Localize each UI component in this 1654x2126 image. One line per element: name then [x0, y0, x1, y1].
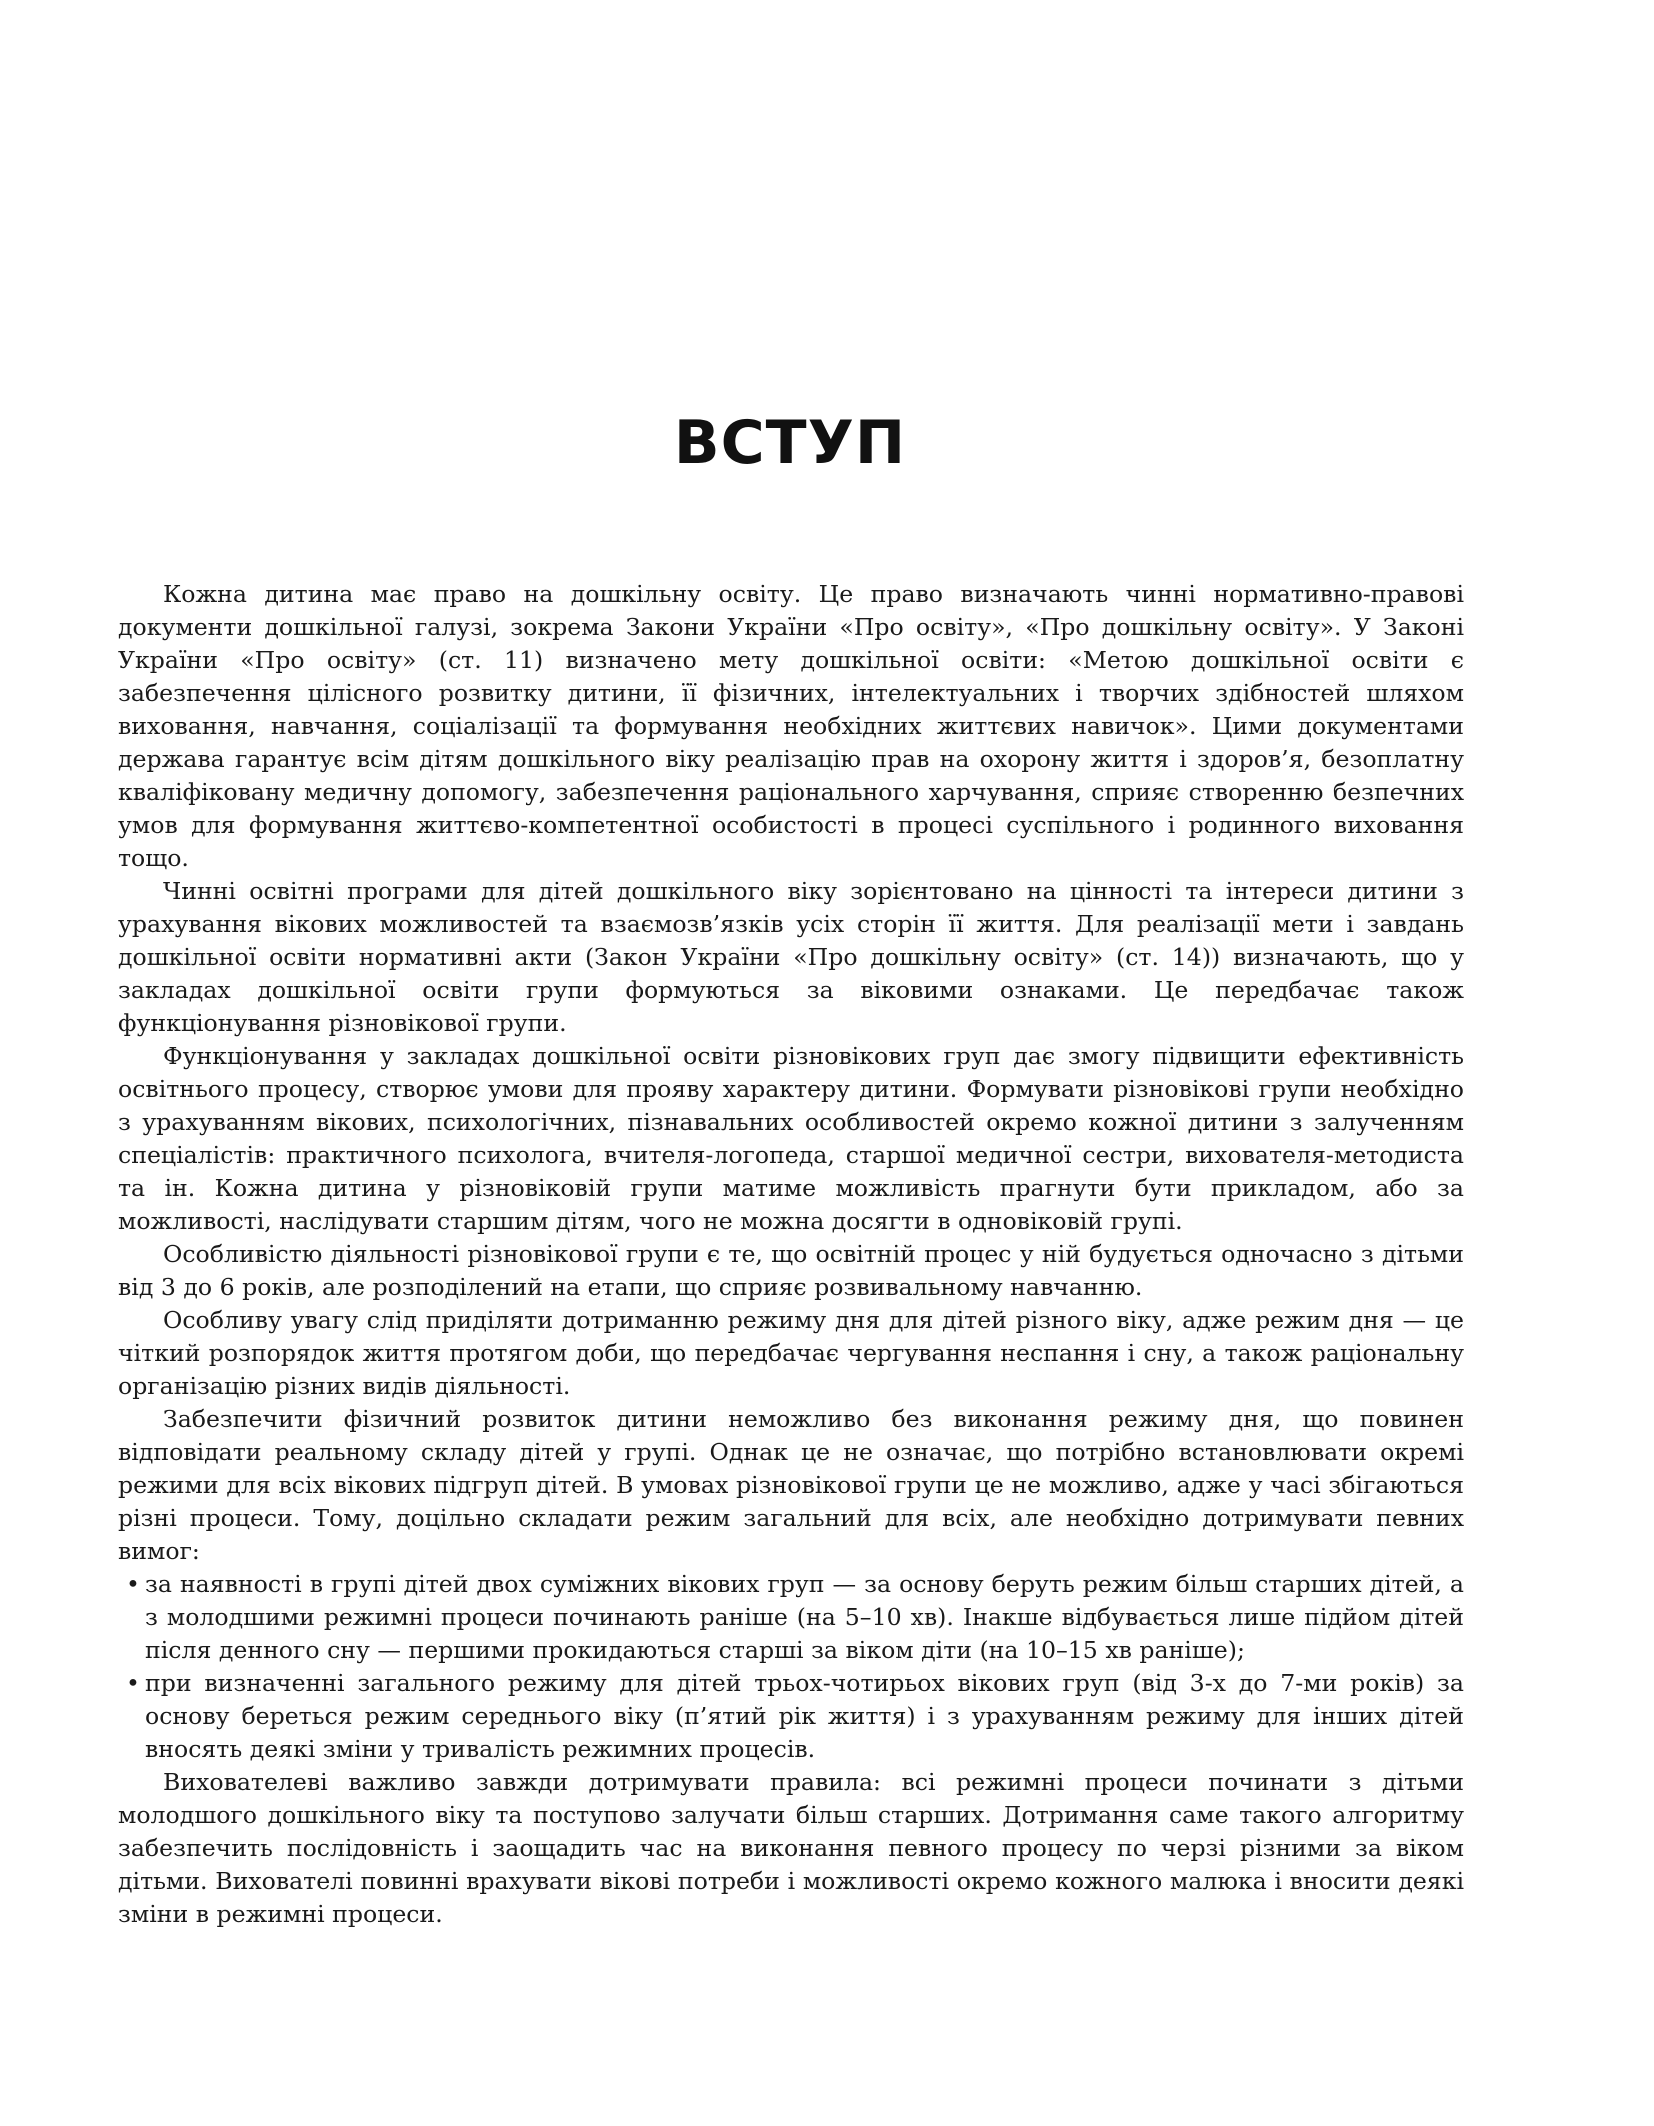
- bullet-marker: •: [126, 1570, 140, 1598]
- paragraph-mixed-age-groups: Функціонування у закладах дошкільної освіти різновікових груп дає змогу підвищити ефективність освітнього процесу, створює умови для прояву характеру дитини. Формувати різновікові групи необхідно з урахуванням вікових, психологічних, пізнавальних особливостей окремо кожної дитини з залученням спеціалістів: практичного психолога, вчителя-логопеда, старшої медичної сестри, вихователя-методиста та ін. Кожна дитина у різновіковій групи матиме можливість прагнути бути прикладом, або за можливості, наслідувати старшим дітям, чого не можна досягти в одновіковій групі.: [118, 1042, 1464, 1235]
- body-text: [118, 578, 1464, 1931]
- list-item: [118, 1667, 1464, 1766]
- list-item: [118, 1568, 1464, 1667]
- bullet-marker: •: [126, 1669, 140, 1697]
- page-title: ВСТУП: [673, 408, 907, 478]
- paragraph-daily-regime: Особливу увагу слід приділяти дотриманню режиму дня для дітей різного віку, адже режим дня — це чіткий розпорядок життя протягом доби, що передбачає чергування неспання і сну, а також раціональну організацію різних видів діяльності.: [118, 1306, 1464, 1400]
- list-item-text: за наявності в групі дітей двох суміжних вікових груп — за основу беруть режим більш старших дітей, а з молодшими режимні процеси починають раніше (на 5–10 хв). Інакше відбувається лише підйом дітей після денного сну — першими прокидаються старші за віком діти (на 10–15 хв раніше);: [145, 1570, 1464, 1664]
- paragraph-educator-rules: Вихователеві важливо завжди дотримувати правила: всі режимні процеси починати з дітьми молодшого дошкільного віку та поступово залучати більш старших. Дотримання саме такого алгоритму забезпечить послідовність і заощадить час на виконання певного процесу по черзі різними за віком дітьми. Вихователі повинні врахувати вікові потреби і можливості окремо кожного малюка і вносити деякі зміни в режимні процеси.: [118, 1768, 1464, 1928]
- paragraph-programs: Чинні освітні програми для дітей дошкільного віку зорієнтовано на цінності та інтереси дитини з урахування вікових можливостей та взаємозв’язків усіх сторін її життя. Для реалізації мети і завдань дошкільної освіти нормативні акти (Закон України «Про дошкільну освіту» (ст. 14)) визначають, що у закладах дошкільної освіти групи формуються за віковими ознаками. Це передбачає також функціонування різновікової групи.: [118, 877, 1464, 1037]
- paragraph-group-features: Особливістю діяльності різновікової групи є те, що освітній процес у ній будується одночасно з дітьми від 3 до 6 років, але розподілений на етапи, що сприяє розвивальному навчанню.: [118, 1240, 1464, 1301]
- requirements-list: [118, 1568, 1464, 1766]
- list-item-text: при визначенні загального режиму для дітей трьох-чотирьох вікових груп (від 3-х до 7-ми років) за основу береться режим середнього віку (п’ятий рік життя) і з урахуванням режиму для інших дітей вносять деякі зміни у тривалість режимних процесів.: [145, 1669, 1464, 1763]
- paragraph-intro: Кожна дитина має право на дошкільну освіту. Це право визначають чинні нормативно-правові документи дошкільної галузі, зокрема Закони України «Про освіту», «Про дошкільну освіту». У Законі України «Про освіту» (ст. 11) визначено мету дошкільної освіти: «Метою дошкільної освіти є забезпечення цілісного розвитку дитини, її фізичних, інтелектуальних і творчих здібностей шляхом виховання, навчання, соціалізації та формування необхідних життєвих навичок». Цими документами держава гарантує всім дітям дошкільного віку реалізацію прав на охорону життя і здоров’я, безоплатну кваліфіковану медичну допомогу, забезпечення раціонального харчування, сприяє створенню безпечних умов для формування життєво-компетентної особистості в процесі суспільного і родинного виховання тощо.: [118, 580, 1464, 872]
- paragraph-physical-development: Забезпечити фізичний розвиток дитини неможливо без виконання режиму дня, що повинен відповідати реальному складу дітей у групі. Однак це не означає, що потрібно встановлювати окремі режими для всіх вікових підгруп дітей. В умовах різновікової групи це не можливо, адже у часі збігаються різні процеси. Тому, доцільно складати режим загальний для всіх, але необхідно дотримувати певних вимог:: [118, 1405, 1464, 1565]
